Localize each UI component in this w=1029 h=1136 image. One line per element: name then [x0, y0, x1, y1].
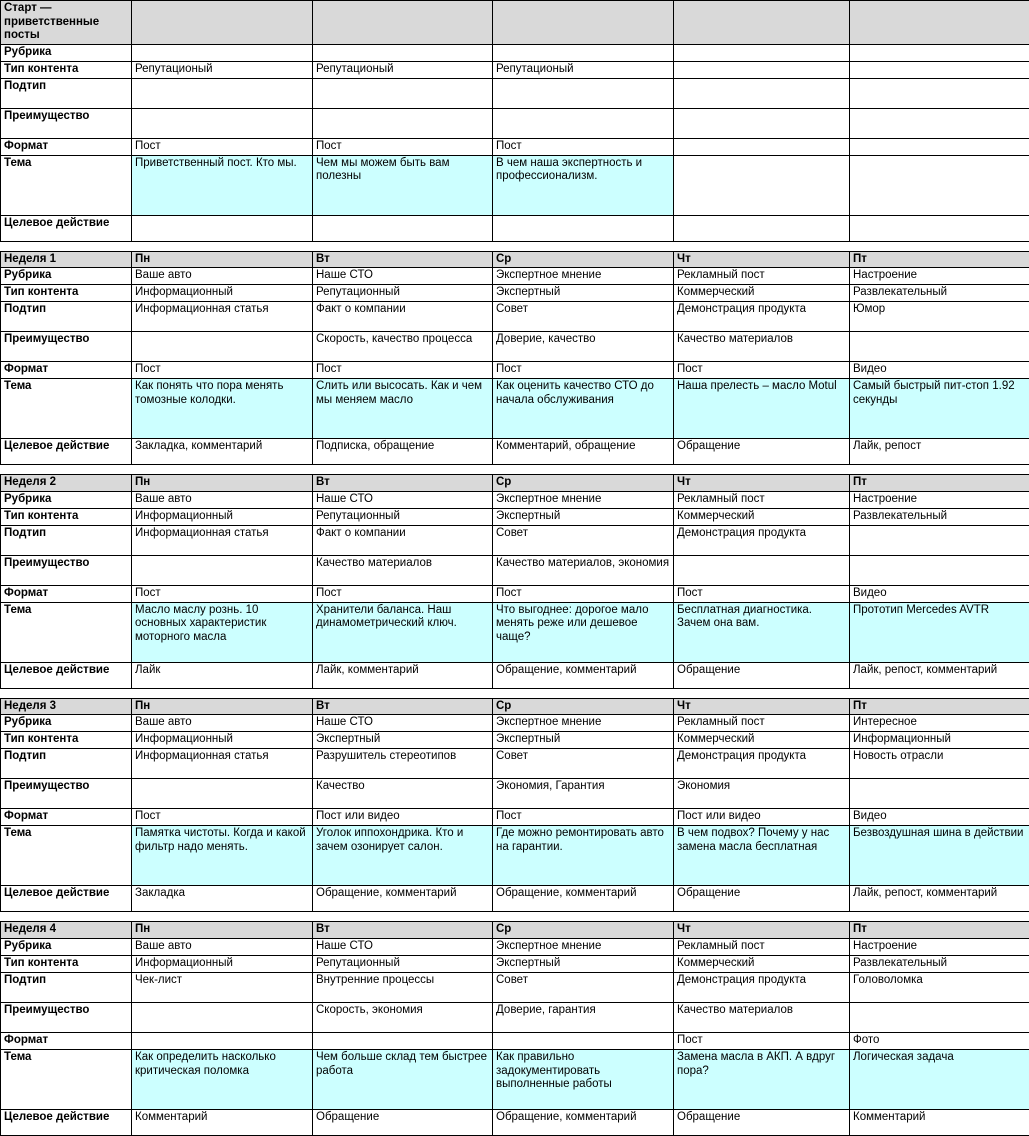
cell-tema[interactable]: Чем больше склад тем быстрее работа [313, 1049, 493, 1109]
row-label-tema: Тема [1, 379, 132, 439]
row-rubrika [1, 268, 1029, 285]
cell-preimushchestvo[interactable]: Качество [313, 779, 493, 809]
cell-celevoe[interactable]: Лайк, комментарий [313, 662, 493, 688]
row-rubrika [1, 44, 1029, 61]
cell-rubrika[interactable]: Ваше авто [132, 491, 313, 508]
row-tema [1, 379, 1029, 439]
cell-preimushchestvo[interactable]: Скорость, качество процесса [313, 332, 493, 362]
weekday-header [850, 1, 1029, 45]
weekday-header: Ср [493, 251, 674, 268]
row-label-preimushchestvo: Преимущество [1, 332, 132, 362]
cell-podtip[interactable]: Чек-лист [132, 972, 313, 1002]
cell-podtip[interactable]: Демонстрация продукта [674, 302, 850, 332]
row-label-podtip: Подтип [1, 302, 132, 332]
cell-format[interactable] [674, 138, 850, 155]
block-header-row [1, 251, 1029, 268]
cell-format[interactable]: Пост [493, 138, 674, 155]
row-label-rubrika: Рубрика [1, 44, 132, 61]
cell-podtip[interactable]: Разрушитель стереотипов [313, 749, 493, 779]
cell-tip_kontenta[interactable]: Репутационный [313, 285, 493, 302]
row-label-tip_kontenta: Тип контента [1, 955, 132, 972]
cell-celevoe[interactable]: Лайк, репост [850, 439, 1029, 465]
cell-preimushchestvo[interactable] [313, 108, 493, 138]
cell-podtip[interactable]: Факт о компании [313, 525, 493, 555]
row-label-format: Формат [1, 362, 132, 379]
cell-format[interactable]: Пост [132, 138, 313, 155]
cell-celevoe[interactable] [850, 215, 1029, 241]
cell-celevoe[interactable]: Закладка [132, 886, 313, 912]
cell-tip_kontenta[interactable]: Информационный [132, 285, 313, 302]
cell-tip_kontenta[interactable]: Экспертный [493, 732, 674, 749]
row-label-rubrika: Рубрика [1, 268, 132, 285]
cell-podtip[interactable]: Юмор [850, 302, 1029, 332]
row-tip_kontenta [1, 61, 1029, 78]
cell-preimushchestvo[interactable] [674, 108, 850, 138]
cell-tema[interactable]: Безвоздушная шина в действии [850, 826, 1029, 886]
cell-preimushchestvo[interactable]: Качество материалов, экономия [493, 555, 674, 585]
cell-rubrika[interactable] [674, 44, 850, 61]
row-celevoe [1, 215, 1029, 241]
weekday-header: Чт [674, 475, 850, 492]
block-title: Неделя 2 [1, 475, 132, 492]
block-header-row [1, 698, 1029, 715]
cell-format[interactable]: Пост [493, 362, 674, 379]
cell-tip_kontenta[interactable]: Информационный [132, 732, 313, 749]
cell-tip_kontenta[interactable]: Коммерческий [674, 508, 850, 525]
cell-tip_kontenta[interactable]: Репутационый [493, 61, 674, 78]
cell-celevoe[interactable]: Обращение [313, 1109, 493, 1135]
cell-tip_kontenta[interactable]: Информационный [132, 508, 313, 525]
cell-format[interactable]: Пост [132, 585, 313, 602]
row-tema [1, 1049, 1029, 1109]
cell-celevoe[interactable] [313, 215, 493, 241]
weekday-header: Вт [313, 251, 493, 268]
row-format [1, 1032, 1029, 1049]
row-preimushchestvo [1, 779, 1029, 809]
cell-format[interactable]: Пост [674, 362, 850, 379]
cell-podtip[interactable]: Совет [493, 972, 674, 1002]
cell-tema[interactable] [674, 155, 850, 215]
cell-rubrika[interactable]: Интересное [850, 715, 1029, 732]
cell-podtip[interactable] [132, 78, 313, 108]
cell-tema[interactable]: Как оценить качество СТО до начала обслуживания [493, 379, 674, 439]
cell-tip_kontenta[interactable]: Экспертный [493, 285, 674, 302]
block-spacer [1, 688, 1029, 698]
block-title: Неделя 3 [1, 698, 132, 715]
cell-preimushchestvo[interactable] [132, 555, 313, 585]
cell-celevoe[interactable]: Обращение, комментарий [493, 886, 674, 912]
row-label-celevoe: Целевое действие [1, 439, 132, 465]
cell-format[interactable]: Пост или видео [313, 809, 493, 826]
block-title: Старт — приветственные посты [1, 1, 132, 45]
cell-format[interactable]: Пост [313, 585, 493, 602]
row-label-celevoe: Целевое действие [1, 215, 132, 241]
cell-rubrika[interactable]: Настроение [850, 268, 1029, 285]
cell-format[interactable]: Видео [850, 585, 1029, 602]
cell-tip_kontenta[interactable]: Репутационный [313, 955, 493, 972]
weekday-header: Вт [313, 475, 493, 492]
cell-celevoe[interactable]: Обращение [674, 439, 850, 465]
row-tip_kontenta [1, 285, 1029, 302]
row-label-celevoe: Целевое действие [1, 662, 132, 688]
cell-rubrika[interactable]: Экспертное мнение [493, 715, 674, 732]
cell-celevoe[interactable] [674, 215, 850, 241]
block-title: Неделя 1 [1, 251, 132, 268]
row-celevoe [1, 662, 1029, 688]
cell-podtip[interactable] [850, 525, 1029, 555]
row-label-format: Формат [1, 809, 132, 826]
row-rubrika [1, 491, 1029, 508]
block-spacer [1, 912, 1029, 922]
weekday-header: Пн [132, 475, 313, 492]
cell-tema[interactable]: Как понять что пора менять томозные колодки. [132, 379, 313, 439]
row-format [1, 809, 1029, 826]
cell-tip_kontenta[interactable]: Экспертный [493, 508, 674, 525]
weekday-header: Вт [313, 698, 493, 715]
cell-preimushchestvo[interactable] [674, 555, 850, 585]
cell-tip_kontenta[interactable]: Репутационный [313, 508, 493, 525]
cell-rubrika[interactable]: Ваше авто [132, 715, 313, 732]
block-header-row [1, 922, 1029, 939]
cell-format[interactable] [132, 1032, 313, 1049]
cell-format[interactable] [850, 138, 1029, 155]
cell-rubrika[interactable]: Экспертное мнение [493, 268, 674, 285]
cell-format[interactable]: Пост [313, 138, 493, 155]
weekday-header: Пт [850, 251, 1029, 268]
spacer-cell [1, 465, 1029, 475]
row-label-rubrika: Рубрика [1, 938, 132, 955]
row-label-podtip: Подтип [1, 78, 132, 108]
cell-format[interactable]: Пост [674, 585, 850, 602]
row-tema [1, 602, 1029, 662]
block-title: Неделя 4 [1, 922, 132, 939]
cell-podtip[interactable]: Совет [493, 525, 674, 555]
row-label-tema: Тема [1, 826, 132, 886]
row-label-tema: Тема [1, 155, 132, 215]
weekday-header [674, 1, 850, 45]
weekday-header [313, 1, 493, 45]
cell-format[interactable] [493, 1032, 674, 1049]
cell-tema[interactable]: Где можно ремонтировать авто на гарантии. [493, 826, 674, 886]
row-label-rubrika: Рубрика [1, 491, 132, 508]
cell-tema[interactable]: Хранители баланса. Наш динамометрический ключ. [313, 602, 493, 662]
row-podtip [1, 78, 1029, 108]
cell-tema[interactable]: Памятка чистоты. Когда и какой фильтр надо менять. [132, 826, 313, 886]
cell-podtip[interactable]: Совет [493, 749, 674, 779]
spacer-cell [1, 241, 1029, 251]
cell-celevoe[interactable]: Закладка, комментарий [132, 439, 313, 465]
row-label-preimushchestvo: Преимущество [1, 555, 132, 585]
cell-format[interactable]: Пост или видео [674, 809, 850, 826]
cell-format[interactable]: Пост [132, 362, 313, 379]
cell-format[interactable]: Фото [850, 1032, 1029, 1049]
cell-celevoe[interactable]: Обращение, комментарий [493, 1109, 674, 1135]
cell-tip_kontenta[interactable]: Коммерческий [674, 732, 850, 749]
cell-celevoe[interactable]: Обращение [674, 1109, 850, 1135]
cell-rubrika[interactable]: Наше СТО [313, 715, 493, 732]
row-rubrika [1, 938, 1029, 955]
cell-celevoe[interactable]: Обращение, комментарий [493, 662, 674, 688]
cell-celevoe[interactable]: Лайк [132, 662, 313, 688]
cell-tip_kontenta[interactable]: Экспертный [493, 955, 674, 972]
row-label-rubrika: Рубрика [1, 715, 132, 732]
weekday-header: Пт [850, 698, 1029, 715]
cell-rubrika[interactable] [313, 44, 493, 61]
row-label-format: Формат [1, 1032, 132, 1049]
cell-preimushchestvo[interactable]: Качество материалов [674, 332, 850, 362]
row-celevoe [1, 886, 1029, 912]
cell-format[interactable]: Пост [674, 1032, 850, 1049]
cell-tema[interactable]: Бесплатная диагностика. Зачем она вам. [674, 602, 850, 662]
cell-celevoe[interactable]: Обращение [674, 886, 850, 912]
block-header-row [1, 475, 1029, 492]
row-label-celevoe: Целевое действие [1, 1109, 132, 1135]
cell-rubrika[interactable]: Настроение [850, 491, 1029, 508]
cell-tema[interactable]: Самый быстрый пит-стоп 1.92 секунды [850, 379, 1029, 439]
cell-tip_kontenta[interactable]: Развлекательный [850, 955, 1029, 972]
cell-celevoe[interactable] [493, 215, 674, 241]
cell-format[interactable]: Видео [850, 809, 1029, 826]
cell-podtip[interactable]: Новость отрасли [850, 749, 1029, 779]
row-format [1, 585, 1029, 602]
row-label-podtip: Подтип [1, 972, 132, 1002]
cell-celevoe[interactable]: Лайк, репост, комментарий [850, 662, 1029, 688]
row-celevoe [1, 1109, 1029, 1135]
cell-rubrika[interactable]: Экспертное мнение [493, 938, 674, 955]
cell-preimushchestvo[interactable]: Качество материалов [313, 555, 493, 585]
cell-preimushchestvo[interactable]: Экономия, Гарантия [493, 779, 674, 809]
cell-tip_kontenta[interactable]: Развлекательный [850, 285, 1029, 302]
row-label-preimushchestvo: Преимущество [1, 108, 132, 138]
cell-rubrika[interactable]: Наше СТО [313, 491, 493, 508]
row-podtip [1, 749, 1029, 779]
cell-tema[interactable] [850, 155, 1029, 215]
row-label-tema: Тема [1, 602, 132, 662]
cell-rubrika[interactable]: Настроение [850, 938, 1029, 955]
cell-tip_kontenta[interactable]: Информационный [132, 955, 313, 972]
spacer-cell [1, 912, 1029, 922]
cell-podtip[interactable] [493, 78, 674, 108]
row-label-format: Формат [1, 138, 132, 155]
spacer-cell [1, 688, 1029, 698]
weekday-header: Чт [674, 251, 850, 268]
cell-tip_kontenta[interactable]: Информационный [850, 732, 1029, 749]
cell-preimushchestvo[interactable] [850, 779, 1029, 809]
cell-preimushchestvo[interactable] [850, 1002, 1029, 1032]
row-tip_kontenta [1, 732, 1029, 749]
cell-podtip[interactable]: Внутренние процессы [313, 972, 493, 1002]
cell-preimushchestvo[interactable] [850, 332, 1029, 362]
row-tema [1, 826, 1029, 886]
cell-tema[interactable]: Как правильно задокументировать выполненные работы [493, 1049, 674, 1109]
cell-rubrika[interactable]: Рекламный пост [674, 268, 850, 285]
row-label-tip_kontenta: Тип контента [1, 61, 132, 78]
cell-rubrika[interactable]: Ваше авто [132, 268, 313, 285]
block-spacer [1, 241, 1029, 251]
row-label-tip_kontenta: Тип контента [1, 285, 132, 302]
row-celevoe [1, 439, 1029, 465]
cell-podtip[interactable]: Информационная статья [132, 525, 313, 555]
row-label-tema: Тема [1, 1049, 132, 1109]
cell-podtip[interactable]: Демонстрация продукта [674, 749, 850, 779]
cell-podtip[interactable] [674, 78, 850, 108]
cell-preimushchestvo[interactable]: Экономия [674, 779, 850, 809]
cell-tip_kontenta[interactable]: Коммерческий [674, 955, 850, 972]
weekday-header: Пт [850, 475, 1029, 492]
row-label-podtip: Подтип [1, 525, 132, 555]
cell-preimushchestvo[interactable] [132, 779, 313, 809]
cell-tip_kontenta[interactable] [674, 61, 850, 78]
cell-podtip[interactable]: Факт о компании [313, 302, 493, 332]
cell-preimushchestvo[interactable] [850, 555, 1029, 585]
cell-celevoe[interactable]: Лайк, репост, комментарий [850, 886, 1029, 912]
cell-celevoe[interactable]: Комментарий [850, 1109, 1029, 1135]
cell-podtip[interactable]: Информационная статья [132, 302, 313, 332]
cell-format[interactable]: Пост [132, 809, 313, 826]
cell-tip_kontenta[interactable]: Развлекательный [850, 508, 1029, 525]
row-tema [1, 155, 1029, 215]
weekday-header [132, 1, 313, 45]
cell-preimushchestvo[interactable]: Доверие, качество [493, 332, 674, 362]
cell-format[interactable]: Пост [313, 362, 493, 379]
weekday-header: Пн [132, 922, 313, 939]
row-format [1, 362, 1029, 379]
cell-tip_kontenta[interactable]: Коммерческий [674, 285, 850, 302]
cell-podtip[interactable]: Демонстрация продукта [674, 972, 850, 1002]
cell-rubrika[interactable]: Наше СТО [313, 938, 493, 955]
row-label-tip_kontenta: Тип контента [1, 732, 132, 749]
cell-celevoe[interactable] [132, 215, 313, 241]
weekday-header: Пн [132, 698, 313, 715]
weekday-header: Ср [493, 922, 674, 939]
cell-tip_kontenta[interactable] [850, 61, 1029, 78]
weekday-header: Пн [132, 251, 313, 268]
weekday-header: Вт [313, 922, 493, 939]
cell-tema[interactable]: Прототип Mercedes AVTR [850, 602, 1029, 662]
row-preimushchestvo [1, 108, 1029, 138]
cell-rubrika[interactable]: Ваше авто [132, 938, 313, 955]
cell-format[interactable]: Пост [493, 585, 674, 602]
cell-tip_kontenta[interactable]: Репутационый [132, 61, 313, 78]
cell-celevoe[interactable]: Комментарий, обращение [493, 439, 674, 465]
row-rubrika [1, 715, 1029, 732]
weekday-header: Пт [850, 922, 1029, 939]
cell-tema[interactable]: Масло маслу рознь. 10 основных характеристик моторного масла [132, 602, 313, 662]
cell-tema[interactable]: Замена масла в АКП. А вдруг пора? [674, 1049, 850, 1109]
cell-tema[interactable]: Как определить насколько критическая поломка [132, 1049, 313, 1109]
cell-celevoe[interactable]: Обращение, комментарий [313, 886, 493, 912]
cell-preimushchestvo[interactable]: Качество материалов [674, 1002, 850, 1032]
row-label-tip_kontenta: Тип контента [1, 508, 132, 525]
cell-rubrika[interactable]: Рекламный пост [674, 491, 850, 508]
block-spacer [1, 465, 1029, 475]
cell-rubrika[interactable] [493, 44, 674, 61]
cell-tema[interactable]: Слить или высосать. Как и чем мы меняем масло [313, 379, 493, 439]
row-label-podtip: Подтип [1, 749, 132, 779]
cell-podtip[interactable] [850, 78, 1029, 108]
cell-preimushchestvo[interactable] [132, 108, 313, 138]
row-label-celevoe: Целевое действие [1, 886, 132, 912]
row-preimushchestvo [1, 1002, 1029, 1032]
cell-rubrika[interactable] [850, 44, 1029, 61]
cell-rubrika[interactable]: Рекламный пост [674, 938, 850, 955]
weekday-header: Чт [674, 698, 850, 715]
weekday-header: Ср [493, 475, 674, 492]
row-format [1, 138, 1029, 155]
weekday-header: Чт [674, 922, 850, 939]
row-label-format: Формат [1, 585, 132, 602]
cell-podtip[interactable]: Информационная статья [132, 749, 313, 779]
row-label-preimushchestvo: Преимущество [1, 779, 132, 809]
row-podtip [1, 302, 1029, 332]
cell-tema[interactable]: Чем мы можем быть вам полезны [313, 155, 493, 215]
cell-tip_kontenta[interactable]: Репутационый [313, 61, 493, 78]
cell-rubrika[interactable]: Экспертное мнение [493, 491, 674, 508]
cell-tip_kontenta[interactable]: Экспертный [313, 732, 493, 749]
cell-tema[interactable]: Логическая задача [850, 1049, 1029, 1109]
row-preimushchestvo [1, 332, 1029, 362]
cell-podtip[interactable]: Демонстрация продукта [674, 525, 850, 555]
row-podtip [1, 972, 1029, 1002]
row-label-preimushchestvo: Преимущество [1, 1002, 132, 1032]
weekday-header [493, 1, 674, 45]
cell-podtip[interactable]: Совет [493, 302, 674, 332]
cell-preimushchestvo[interactable] [132, 1002, 313, 1032]
row-tip_kontenta [1, 508, 1029, 525]
cell-preimushchestvo[interactable] [850, 108, 1029, 138]
cell-celevoe[interactable]: Комментарий [132, 1109, 313, 1135]
cell-celevoe[interactable]: Обращение [674, 662, 850, 688]
row-podtip [1, 525, 1029, 555]
cell-rubrika[interactable]: Рекламный пост [674, 715, 850, 732]
cell-format[interactable] [313, 1032, 493, 1049]
cell-celevoe[interactable]: Подписка, обращение [313, 439, 493, 465]
cell-preimushchestvo[interactable]: Доверие, гарантия [493, 1002, 674, 1032]
cell-tema[interactable]: Приветственный пост. Кто мы. [132, 155, 313, 215]
cell-preimushchestvo[interactable]: Скорость, экономия [313, 1002, 493, 1032]
row-preimushchestvo [1, 555, 1029, 585]
cell-rubrika[interactable]: Наше СТО [313, 268, 493, 285]
block-header-row [1, 1, 1029, 45]
cell-format[interactable]: Видео [850, 362, 1029, 379]
cell-preimushchestvo[interactable] [132, 332, 313, 362]
cell-tema[interactable]: В чем подвох? Почему у нас замена масла бесплатная [674, 826, 850, 886]
weekday-header: Ср [493, 698, 674, 715]
cell-tema[interactable]: В чем наша экспертность и профессионализм. [493, 155, 674, 215]
cell-tema[interactable]: Уголок иппохондрика. Кто и зачем озонирует салон. [313, 826, 493, 886]
cell-podtip[interactable]: Головоломка [850, 972, 1029, 1002]
cell-tema[interactable]: Наша прелесть – масло Motul [674, 379, 850, 439]
cell-tema[interactable]: Что выгоднее: дорогое мало менять реже или дешевое чаще? [493, 602, 674, 662]
cell-preimushchestvo[interactable] [493, 108, 674, 138]
cell-format[interactable]: Пост [493, 809, 674, 826]
cell-rubrika[interactable] [132, 44, 313, 61]
row-tip_kontenta [1, 955, 1029, 972]
cell-podtip[interactable] [313, 78, 493, 108]
